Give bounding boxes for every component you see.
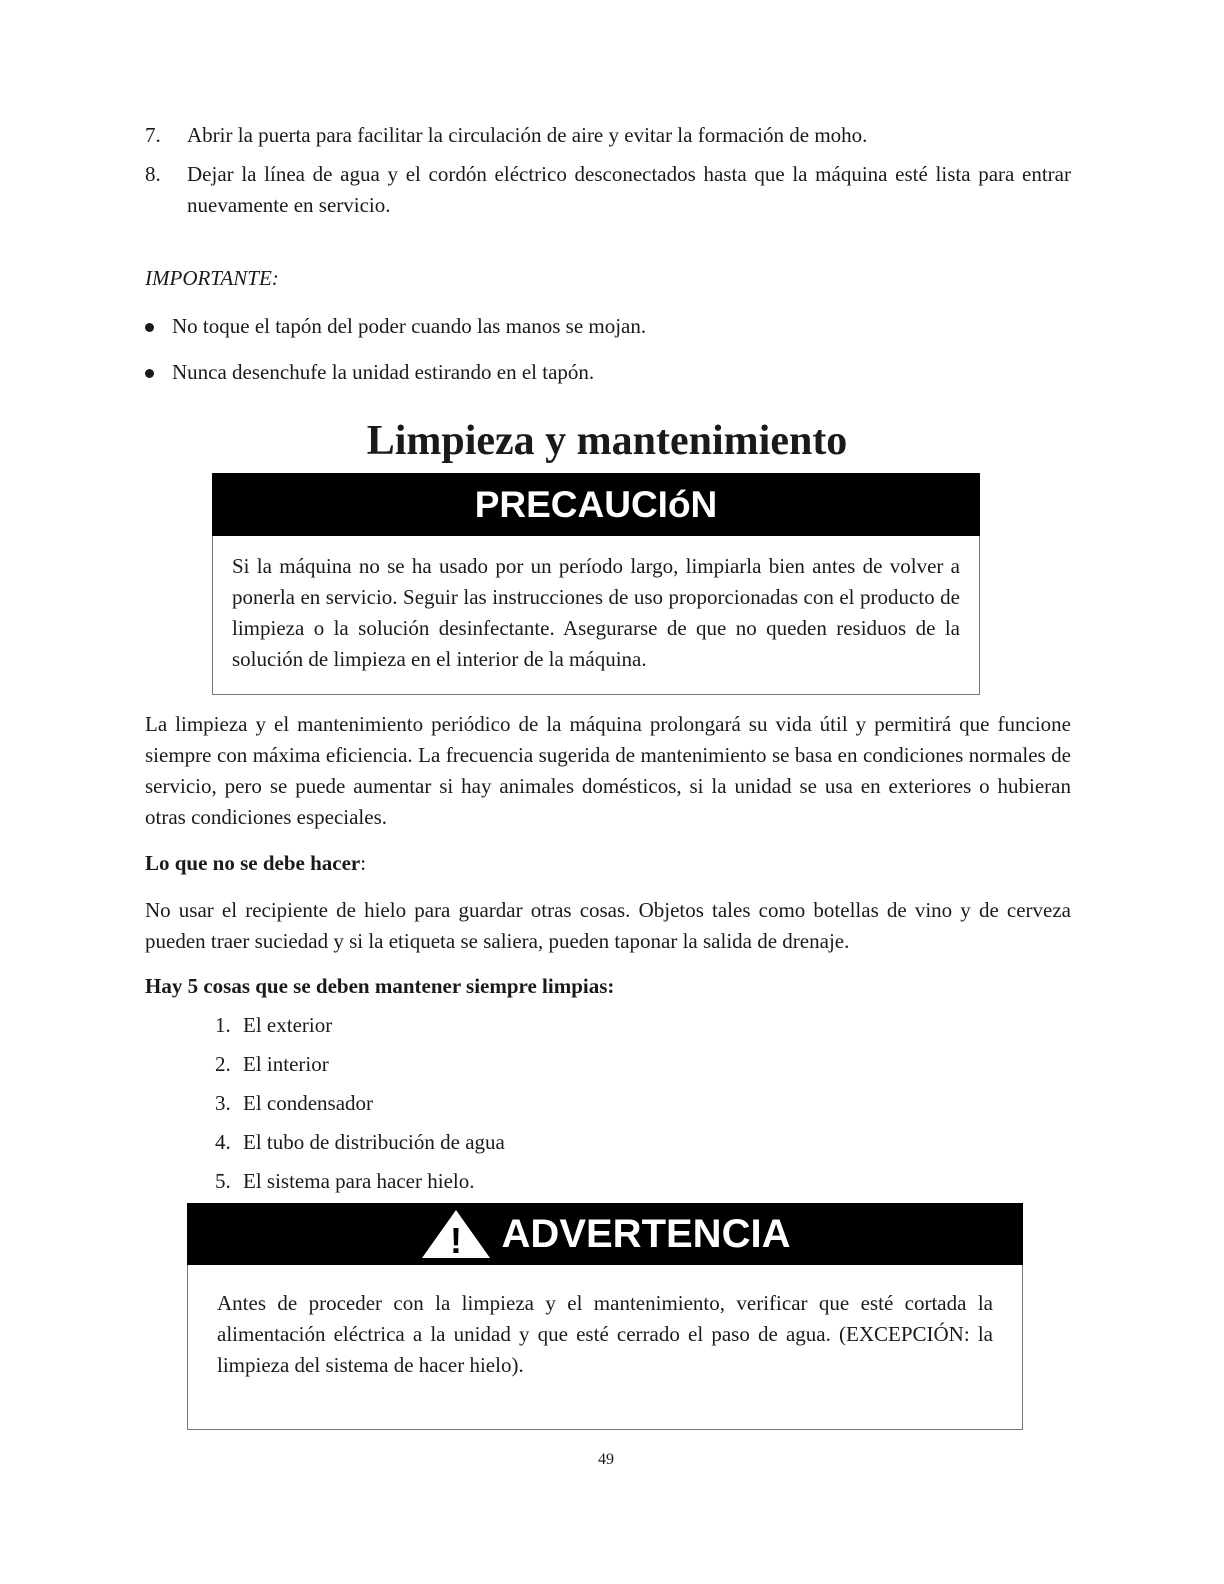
list-item (215, 1127, 815, 1158)
list-text: El sistema para hacer hielo. (243, 1169, 475, 1193)
list-text: El interior (243, 1052, 329, 1076)
list-text: El tubo de distribución de agua (243, 1130, 505, 1154)
step-item (145, 120, 1071, 151)
list-number: 4. (215, 1130, 231, 1154)
caution-text: Si la máquina no se ha usado por un período largo, limpiarla bien antes de volver a ponerla en servicio. Seguir las instrucciones de uso proporcionadas con el producto de limpieza o la solución desinfectante. Asegurarse de que no queden residuos de la solución de limpieza en el interior de la máquina. (232, 554, 960, 671)
list-text: El exterior (243, 1013, 333, 1037)
page-number: 49 (598, 1451, 614, 1468)
warning-header (187, 1203, 1023, 1265)
caution-box (212, 473, 980, 695)
bullet-text: No toque el tapón del poder cuando las manos se mojan. (172, 314, 647, 338)
list-item (215, 1049, 815, 1080)
step-text: Dejar la línea de agua y el cordón eléctrico desconectados hasta que la máquina esté lista para entrar nuevamente en servicio. (187, 162, 1071, 217)
intro-paragraph: La limpieza y el mantenimiento periódico de la máquina prolongará su vida útil y permitirá que funcione siempre con máxima eficiencia. La frecuencia sugerida de mantenimiento se basa en condiciones normales de servicio, pero se puede aumentar si hay animales domésticos, si la unidad se usa en exteriores o hubieran otras condiciones especiales. (145, 712, 1071, 829)
warning-text: Antes de proceder con la limpieza y el mantenimiento, verificar que esté cortada la alimentación eléctrica a la unidad y que esté cerrado el paso de agua. (EXCEPCIÓN: la limpieza del sistema de hacer hielo). (217, 1291, 993, 1377)
important-label: IMPORTANTE: (145, 266, 279, 290)
list-number: 1. (215, 1013, 231, 1037)
list-item (215, 1166, 815, 1197)
step-item (145, 159, 1071, 221)
bullet-item (145, 357, 1045, 388)
section-title: Limpieza y mantenimiento (366, 418, 848, 464)
bullet-item (145, 311, 1045, 342)
dont-paragraph: No usar el recipiente de hielo para guardar otras cosas. Objetos tales como botellas de vino y de cerveza pueden traer suciedad y si la etiqueta se saliera, pueden taponar la salida de drenaje. (145, 898, 1071, 953)
warning-triangle-icon (420, 1208, 492, 1260)
list-item (215, 1010, 815, 1041)
dont-heading-colon: : (360, 851, 367, 875)
bullet-dot-icon (145, 369, 154, 378)
step-number: 7. (145, 123, 161, 147)
warning-title: ADVERTENCIA (501, 1211, 791, 1256)
step-text: Abrir la puerta para facilitar la circulación de aire y evitar la formación de moho. (187, 123, 868, 147)
step-number: 8. (145, 162, 161, 186)
warning-symbol: ! (449, 1220, 462, 1260)
bullet-text: Nunca desenchufe la unidad estirando en el tapón. (172, 360, 595, 384)
dont-heading (145, 848, 366, 879)
warning-box (187, 1203, 1023, 1430)
list-number: 5. (215, 1169, 231, 1193)
list-item (215, 1088, 815, 1119)
list-number: 3. (215, 1091, 231, 1115)
dont-heading-text: Lo que no se debe hacer (145, 851, 361, 875)
caution-header (212, 473, 980, 536)
bullet-dot-icon (145, 323, 154, 332)
list-text: El condensador (243, 1091, 374, 1115)
list-number: 2. (215, 1052, 231, 1076)
caution-title: PRECAUCIóN (474, 483, 718, 525)
keep-clean-heading: Hay 5 cosas que se deben mantener siempre limpias: (145, 974, 615, 998)
